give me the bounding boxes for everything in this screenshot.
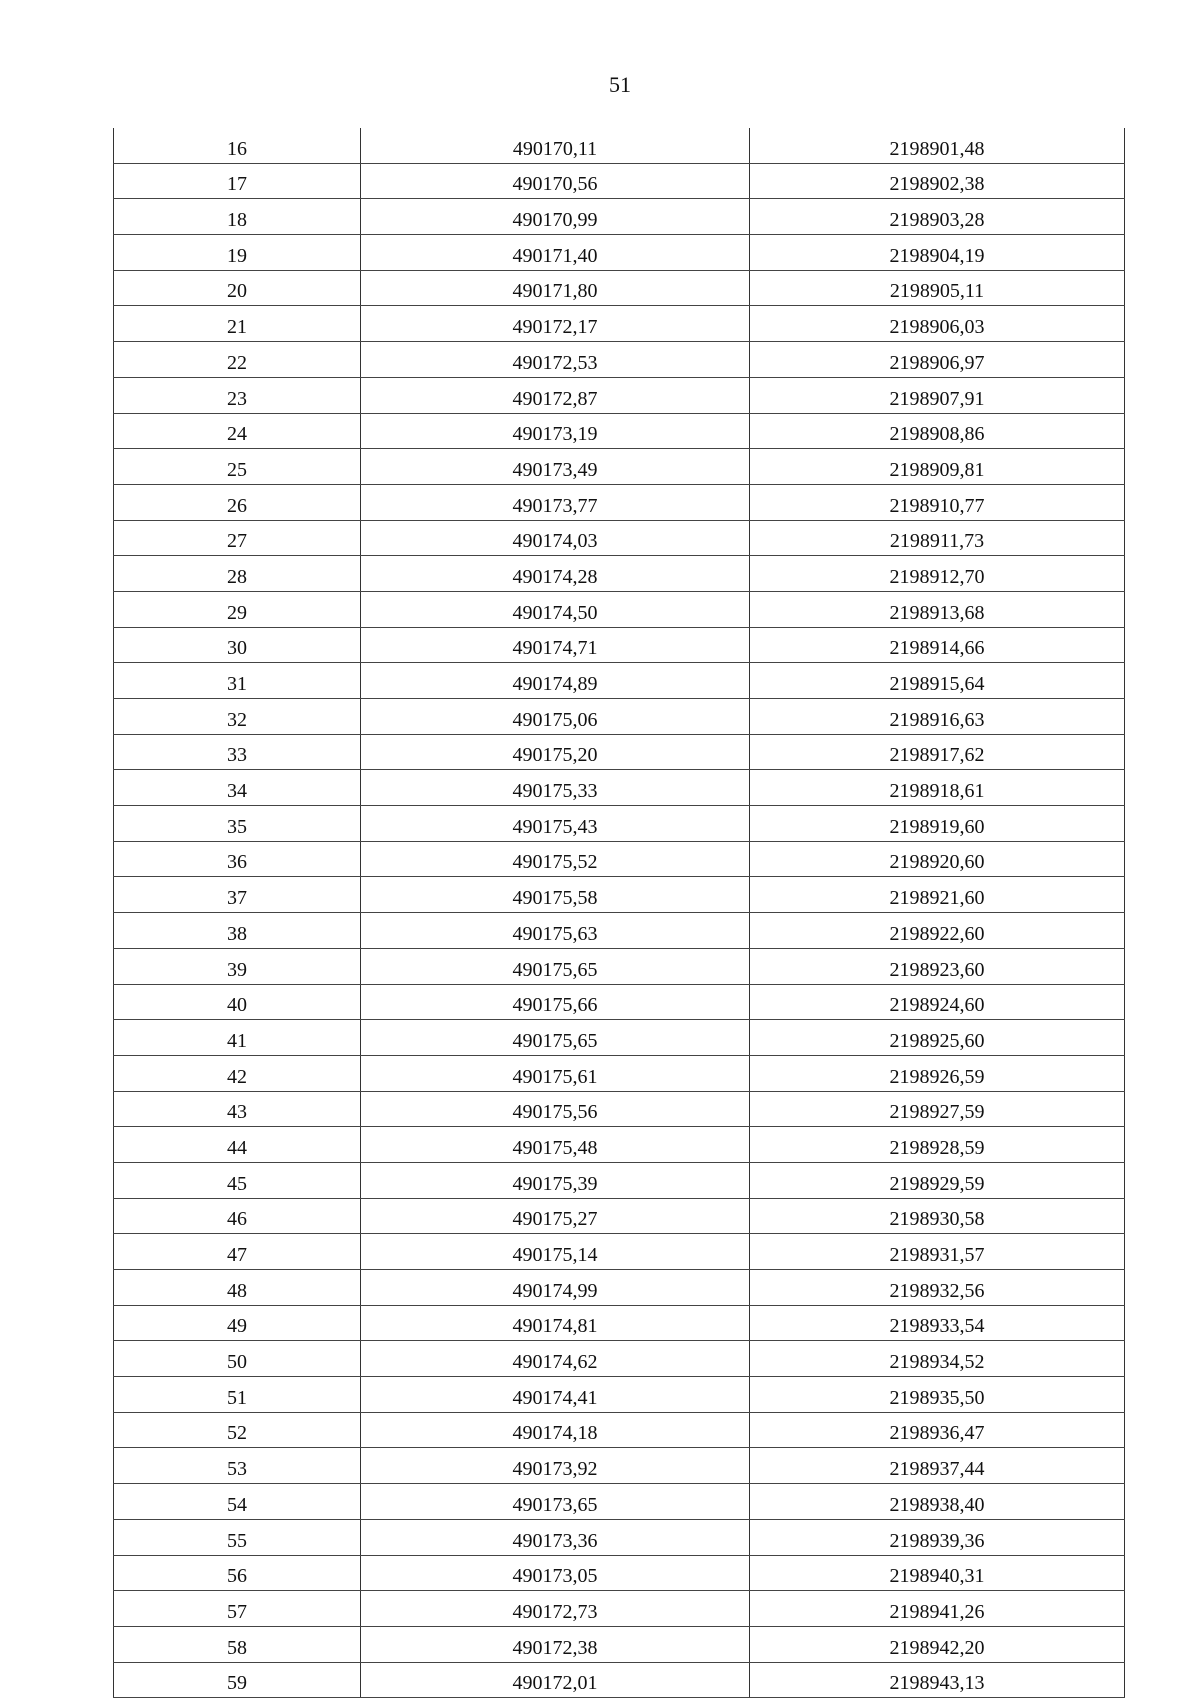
- point-number-cell: 59: [114, 1662, 361, 1698]
- x-coordinate-cell: 490175,63: [361, 913, 750, 949]
- y-coordinate-cell: 2198934,52: [750, 1341, 1125, 1377]
- point-number-cell: 49: [114, 1305, 361, 1341]
- x-coordinate-cell: 490173,36: [361, 1519, 750, 1555]
- table-row: [114, 1626, 1125, 1662]
- table-row: [114, 591, 1125, 627]
- page-number: 51: [609, 72, 631, 97]
- point-number-cell: 33: [114, 734, 361, 770]
- y-coordinate-cell: 2198935,50: [750, 1377, 1125, 1413]
- table-row: [114, 413, 1125, 449]
- table-row: [114, 449, 1125, 485]
- x-coordinate-cell: 490175,66: [361, 984, 750, 1020]
- x-coordinate-cell: 490173,92: [361, 1448, 750, 1484]
- x-coordinate-cell: 490174,81: [361, 1305, 750, 1341]
- y-coordinate-cell: 2198933,54: [750, 1305, 1125, 1341]
- coordinates-table-body: [114, 128, 1125, 1698]
- y-coordinate-cell: 2198923,60: [750, 948, 1125, 984]
- point-number-cell: 37: [114, 877, 361, 913]
- y-coordinate-cell: 2198926,59: [750, 1055, 1125, 1091]
- x-coordinate-cell: 490174,71: [361, 627, 750, 663]
- point-number-cell: 28: [114, 556, 361, 592]
- x-coordinate-cell: 490172,01: [361, 1662, 750, 1698]
- point-number-cell: 24: [114, 413, 361, 449]
- y-coordinate-cell: 2198943,13: [750, 1662, 1125, 1698]
- point-number-cell: 52: [114, 1412, 361, 1448]
- table-row: [114, 1591, 1125, 1627]
- point-number-cell: 26: [114, 484, 361, 520]
- table-row: [114, 806, 1125, 842]
- y-coordinate-cell: 2198912,70: [750, 556, 1125, 592]
- x-coordinate-cell: 490175,14: [361, 1234, 750, 1270]
- y-coordinate-cell: 2198908,86: [750, 413, 1125, 449]
- table-row: [114, 270, 1125, 306]
- y-coordinate-cell: 2198915,64: [750, 663, 1125, 699]
- table-row: [114, 1020, 1125, 1056]
- y-coordinate-cell: 2198905,11: [750, 270, 1125, 306]
- point-number-cell: 53: [114, 1448, 361, 1484]
- y-coordinate-cell: 2198906,03: [750, 306, 1125, 342]
- x-coordinate-cell: 490174,62: [361, 1341, 750, 1377]
- y-coordinate-cell: 2198914,66: [750, 627, 1125, 663]
- point-number-cell: 42: [114, 1055, 361, 1091]
- x-coordinate-cell: 490174,03: [361, 520, 750, 556]
- table-row: [114, 1091, 1125, 1127]
- table-row: [114, 128, 1125, 163]
- y-coordinate-cell: 2198929,59: [750, 1162, 1125, 1198]
- x-coordinate-cell: 490175,33: [361, 770, 750, 806]
- x-coordinate-cell: 490175,65: [361, 1020, 750, 1056]
- table-row: [114, 1162, 1125, 1198]
- point-number-cell: 45: [114, 1162, 361, 1198]
- table-row: [114, 1448, 1125, 1484]
- point-number-cell: 22: [114, 342, 361, 378]
- x-coordinate-cell: 490171,80: [361, 270, 750, 306]
- x-coordinate-cell: 490174,99: [361, 1270, 750, 1306]
- y-coordinate-cell: 2198902,38: [750, 163, 1125, 199]
- x-coordinate-cell: 490175,61: [361, 1055, 750, 1091]
- x-coordinate-cell: 490175,06: [361, 699, 750, 735]
- y-coordinate-cell: 2198904,19: [750, 235, 1125, 271]
- x-coordinate-cell: 490173,77: [361, 484, 750, 520]
- y-coordinate-cell: 2198927,59: [750, 1091, 1125, 1127]
- x-coordinate-cell: 490172,17: [361, 306, 750, 342]
- table-row: [114, 484, 1125, 520]
- x-coordinate-cell: 490171,40: [361, 235, 750, 271]
- y-coordinate-cell: 2198942,20: [750, 1626, 1125, 1662]
- point-number-cell: 35: [114, 806, 361, 842]
- table-row: [114, 699, 1125, 735]
- x-coordinate-cell: 490175,43: [361, 806, 750, 842]
- x-coordinate-cell: 490175,20: [361, 734, 750, 770]
- table-row: [114, 520, 1125, 556]
- y-coordinate-cell: 2198932,56: [750, 1270, 1125, 1306]
- table-row: [114, 1305, 1125, 1341]
- x-coordinate-cell: 490172,87: [361, 377, 750, 413]
- table-row: [114, 984, 1125, 1020]
- x-coordinate-cell: 490173,19: [361, 413, 750, 449]
- point-number-cell: 58: [114, 1626, 361, 1662]
- table-row: [114, 1519, 1125, 1555]
- table-row: [114, 342, 1125, 378]
- table-row: [114, 1484, 1125, 1520]
- y-coordinate-cell: 2198907,91: [750, 377, 1125, 413]
- point-number-cell: 34: [114, 770, 361, 806]
- y-coordinate-cell: 2198921,60: [750, 877, 1125, 913]
- x-coordinate-cell: 490174,89: [361, 663, 750, 699]
- x-coordinate-cell: 490173,65: [361, 1484, 750, 1520]
- y-coordinate-cell: 2198924,60: [750, 984, 1125, 1020]
- point-number-cell: 38: [114, 913, 361, 949]
- coordinates-table: [113, 128, 1125, 1698]
- x-coordinate-cell: 490172,53: [361, 342, 750, 378]
- x-coordinate-cell: 490175,39: [361, 1162, 750, 1198]
- x-coordinate-cell: 490172,38: [361, 1626, 750, 1662]
- y-coordinate-cell: 2198940,31: [750, 1555, 1125, 1591]
- point-number-cell: 16: [114, 128, 361, 163]
- point-number-cell: 43: [114, 1091, 361, 1127]
- y-coordinate-cell: 2198910,77: [750, 484, 1125, 520]
- point-number-cell: 50: [114, 1341, 361, 1377]
- point-number-cell: 54: [114, 1484, 361, 1520]
- y-coordinate-cell: 2198911,73: [750, 520, 1125, 556]
- x-coordinate-cell: 490175,56: [361, 1091, 750, 1127]
- x-coordinate-cell: 490175,52: [361, 841, 750, 877]
- point-number-cell: 27: [114, 520, 361, 556]
- table-row: [114, 1412, 1125, 1448]
- y-coordinate-cell: 2198906,97: [750, 342, 1125, 378]
- point-number-cell: 36: [114, 841, 361, 877]
- point-number-cell: 17: [114, 163, 361, 199]
- point-number-cell: 29: [114, 591, 361, 627]
- table-row: [114, 770, 1125, 806]
- table-row: [114, 306, 1125, 342]
- table-row: [114, 1055, 1125, 1091]
- y-coordinate-cell: 2198938,40: [750, 1484, 1125, 1520]
- table-row: [114, 1377, 1125, 1413]
- table-row: [114, 663, 1125, 699]
- point-number-cell: 48: [114, 1270, 361, 1306]
- x-coordinate-cell: 490170,99: [361, 199, 750, 235]
- table-row: [114, 948, 1125, 984]
- y-coordinate-cell: 2198922,60: [750, 913, 1125, 949]
- y-coordinate-cell: 2198920,60: [750, 841, 1125, 877]
- y-coordinate-cell: 2198903,28: [750, 199, 1125, 235]
- y-coordinate-cell: 2198901,48: [750, 128, 1125, 163]
- table-row: [114, 1127, 1125, 1163]
- point-number-cell: 18: [114, 199, 361, 235]
- x-coordinate-cell: 490173,49: [361, 449, 750, 485]
- x-coordinate-cell: 490170,11: [361, 128, 750, 163]
- point-number-cell: 51: [114, 1377, 361, 1413]
- table-row: [114, 377, 1125, 413]
- y-coordinate-cell: 2198939,36: [750, 1519, 1125, 1555]
- x-coordinate-cell: 490175,27: [361, 1198, 750, 1234]
- table-row: [114, 734, 1125, 770]
- y-coordinate-cell: 2198916,63: [750, 699, 1125, 735]
- x-coordinate-cell: 490175,65: [361, 948, 750, 984]
- y-coordinate-cell: 2198930,58: [750, 1198, 1125, 1234]
- table-row: [114, 913, 1125, 949]
- point-number-cell: 25: [114, 449, 361, 485]
- table-row: [114, 556, 1125, 592]
- point-number-cell: 40: [114, 984, 361, 1020]
- x-coordinate-cell: 490174,28: [361, 556, 750, 592]
- table-row: [114, 1270, 1125, 1306]
- point-number-cell: 19: [114, 235, 361, 271]
- table-row: [114, 163, 1125, 199]
- x-coordinate-cell: 490172,73: [361, 1591, 750, 1627]
- point-number-cell: 31: [114, 663, 361, 699]
- x-coordinate-cell: 490175,48: [361, 1127, 750, 1163]
- table-row: [114, 1662, 1125, 1698]
- point-number-cell: 56: [114, 1555, 361, 1591]
- y-coordinate-cell: 2198936,47: [750, 1412, 1125, 1448]
- y-coordinate-cell: 2198919,60: [750, 806, 1125, 842]
- y-coordinate-cell: 2198928,59: [750, 1127, 1125, 1163]
- y-coordinate-cell: 2198913,68: [750, 591, 1125, 627]
- x-coordinate-cell: 490174,18: [361, 1412, 750, 1448]
- table-row: [114, 235, 1125, 271]
- point-number-cell: 41: [114, 1020, 361, 1056]
- point-number-cell: 30: [114, 627, 361, 663]
- table-row: [114, 1555, 1125, 1591]
- table-row: [114, 841, 1125, 877]
- point-number-cell: 44: [114, 1127, 361, 1163]
- point-number-cell: 55: [114, 1519, 361, 1555]
- table-row: [114, 1198, 1125, 1234]
- y-coordinate-cell: 2198917,62: [750, 734, 1125, 770]
- x-coordinate-cell: 490175,58: [361, 877, 750, 913]
- point-number-cell: 57: [114, 1591, 361, 1627]
- point-number-cell: 39: [114, 948, 361, 984]
- table-row: [114, 199, 1125, 235]
- x-coordinate-cell: 490174,50: [361, 591, 750, 627]
- point-number-cell: 32: [114, 699, 361, 735]
- point-number-cell: 46: [114, 1198, 361, 1234]
- point-number-cell: 47: [114, 1234, 361, 1270]
- point-number-cell: 21: [114, 306, 361, 342]
- y-coordinate-cell: 2198909,81: [750, 449, 1125, 485]
- y-coordinate-cell: 2198925,60: [750, 1020, 1125, 1056]
- point-number-cell: 23: [114, 377, 361, 413]
- x-coordinate-cell: 490173,05: [361, 1555, 750, 1591]
- x-coordinate-cell: 490174,41: [361, 1377, 750, 1413]
- y-coordinate-cell: 2198918,61: [750, 770, 1125, 806]
- x-coordinate-cell: 490170,56: [361, 163, 750, 199]
- table-row: [114, 627, 1125, 663]
- point-number-cell: 20: [114, 270, 361, 306]
- table-row: [114, 877, 1125, 913]
- y-coordinate-cell: 2198941,26: [750, 1591, 1125, 1627]
- y-coordinate-cell: 2198931,57: [750, 1234, 1125, 1270]
- y-coordinate-cell: 2198937,44: [750, 1448, 1125, 1484]
- table-row: [114, 1234, 1125, 1270]
- table-row: [114, 1341, 1125, 1377]
